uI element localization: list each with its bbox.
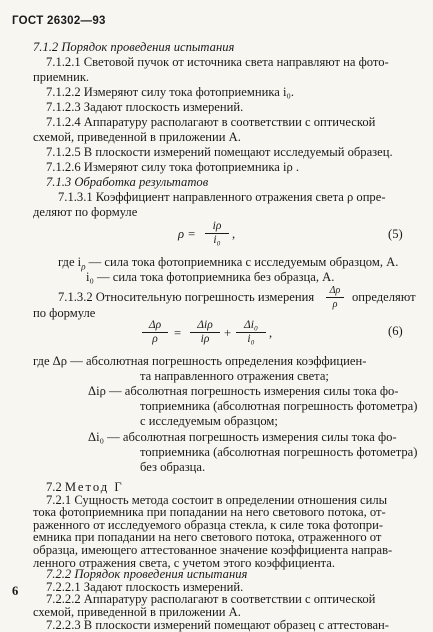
text-line: 7.1.3.2 Относительную погрешность измерения [58,290,315,304]
formula-6-lhs-fraction [142,319,168,346]
section-heading-7-2: 7.2 Метод Г [46,480,124,494]
text-line: ленного отражения света, с учетом этого коэффициента. [33,555,336,570]
formula-6-number: (6) [388,324,403,338]
formula-6-term1-denominator: iρ [200,333,210,345]
text-line: раженного от исследуемого образца стекла, к силе тока фотопри- [33,517,384,532]
inline-fraction-numerator: Δρ [326,284,344,298]
formula-6-term1-numerator: Δiρ [190,319,220,333]
inline-fraction-denominator: ρ [332,299,338,310]
formula-5-lhs: ρ = [178,227,196,241]
text-line: 7.1.2.2 Измеряют силу тока фотоприемника i₀. [46,85,295,99]
text-line: 7.1.2.6 Измеряют силу тока фотоприемника iρ . [46,160,300,174]
section-heading-7-1-3: 7.1.3 Обработка результатов [46,175,209,189]
text-line: 7.1.2.4 Аппаратуру располагают в соответствии с оптической [46,115,376,129]
formula-6-lhs-denominator: ρ [152,333,158,345]
text-line: схемой, приведенной в приложении А. [33,605,241,619]
text-line: 7.2.2.3 В плоскости измерений помещают образец с аттестован- [46,617,389,632]
formula-6-term2 [236,319,266,346]
text-line: определяют [352,290,416,304]
formula-5-numerator: iρ [205,220,229,234]
formula-6-tail: , [269,326,273,340]
text-line: Δi₀ — абсолютная погрешность измерения силы тока фо- [88,430,397,444]
formula-6-term2-numerator: Δi₀ [236,319,266,333]
formula-6-lhs-numerator: Δρ [142,319,168,333]
text-line: где Δρ — абсолютная погрешность определения коэффициен- [33,354,367,368]
text-line: 7.1.2.1 Световой пучок от источника света направляют на фото- [46,55,389,69]
text-line: 7.1.2.3 Задают плоскость измерений. [46,100,244,114]
text-line: схемой, приведенной в приложении А. [33,130,241,144]
text-line: тока фотоприемника при попадании на него светового потока, от- [33,505,386,520]
formula-6-term2-denominator: i₀ [247,333,255,345]
text-line: с исследуемым образцом; [140,414,278,428]
text-line: без образца. [140,460,206,474]
text-line: деляют по формуле [33,205,138,219]
formula-5-tail: , [232,227,236,241]
text-line: по формуле [33,306,96,320]
text-line: приемник. [33,70,90,84]
inline-fraction [326,284,344,311]
text-line: та направленного отражения света; [140,369,329,383]
formula-6-plus: + [224,326,232,340]
text-line: емника при попадании на него светового потока, отраженного от [33,530,382,545]
text-line: 7.1.3.1 Коэффициент направленного отражения света ρ опре- [58,190,386,204]
formula-6-term1 [190,319,220,346]
page-header: ГОСТ 26302—93 [12,15,106,27]
text-line: 7.2.2.1 Задают плоскость измерений. [46,579,244,594]
text-line: топриемника (абсолютная погрешность фотометра) [140,445,418,459]
text-line: топриемника (абсолютная погрешность фотометра) [140,399,418,413]
formula-5-denominator: i₀ [213,234,221,246]
text-line: i₀ — сила тока фотоприемника без образца, А. [86,270,335,284]
text-line: образца, имеющего аттестованное значение коэффициента направ- [33,543,393,557]
page-number: 6 [12,584,19,598]
text-line: 7.2.2.2 Аппаратуру располагают в соответствии с оптической [46,592,376,607]
formula-6-equals: = [174,326,182,340]
text-line: 7.1.2.5 В плоскости измерений помещают исследуемый образец. [46,145,393,159]
text-line: Δiρ — абсолютная погрешность измерения силы тока фо- [88,384,399,398]
formula-5-fraction [205,220,229,247]
section-heading-7-1-2: 7.1.2 Порядок проведения испытания [33,40,235,54]
text-line: где $i_\rho$ — сила тока фотоприемника с исследуемым образцом, А. [58,255,399,272]
formula-5-number: (5) [388,227,403,241]
section-heading-7-2-2: 7.2.2 Порядок проведения испытания [46,567,248,582]
text-line: 7.2.1 Сущность метода состоит в определении отношения силы [46,492,388,507]
